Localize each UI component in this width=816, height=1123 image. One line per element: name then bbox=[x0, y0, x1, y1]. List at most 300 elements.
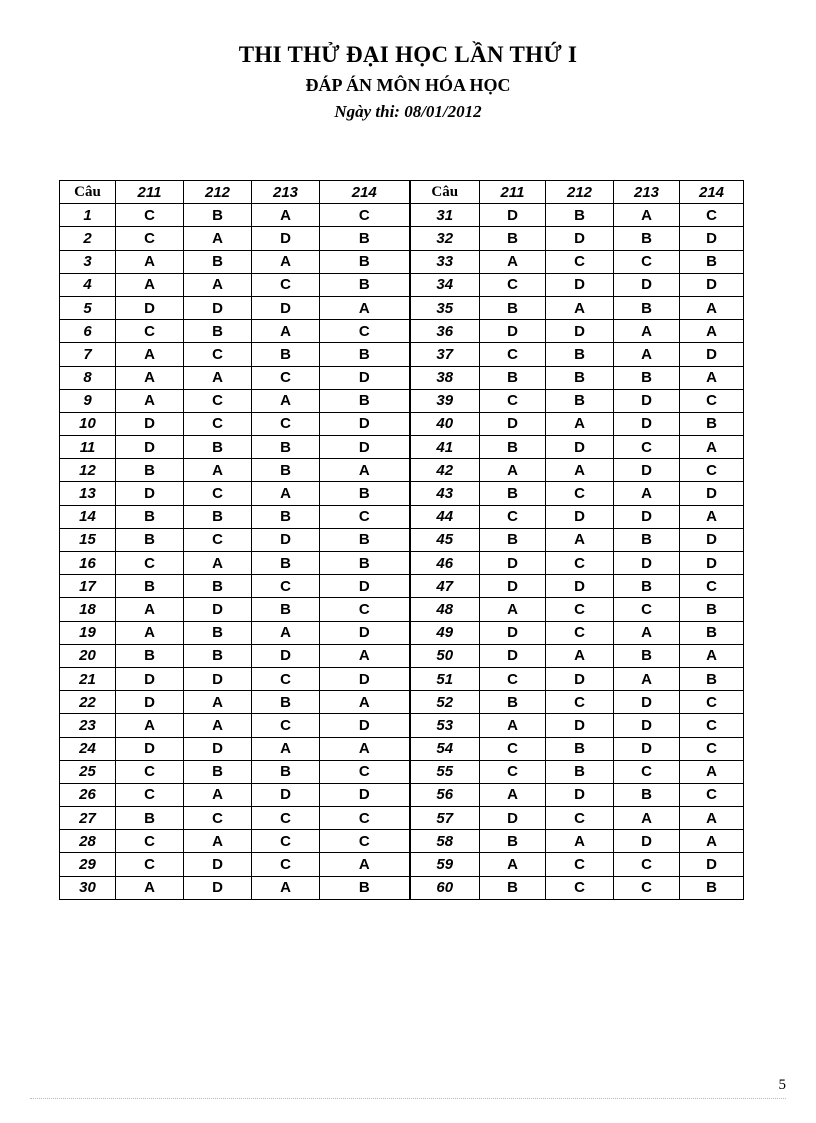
answer-cell: D bbox=[546, 667, 614, 690]
table-row bbox=[60, 760, 744, 783]
answer-cell: C bbox=[614, 876, 680, 899]
answer-cell: B bbox=[252, 505, 320, 528]
answer-cell: D bbox=[680, 528, 744, 551]
answer-cell: B bbox=[252, 691, 320, 714]
table-row bbox=[60, 320, 744, 343]
answer-cell: D bbox=[116, 436, 184, 459]
answer-cell: C bbox=[546, 853, 614, 876]
answer-cell: C bbox=[680, 575, 744, 598]
answer-cell: A bbox=[614, 343, 680, 366]
answer-cell: D bbox=[480, 807, 546, 830]
answer-cell: D bbox=[184, 598, 252, 621]
answer-cell: C bbox=[116, 227, 184, 250]
question-number-cell: 56 bbox=[410, 783, 480, 806]
answer-cell: A bbox=[546, 528, 614, 551]
table-row bbox=[60, 296, 744, 319]
answer-cell: C bbox=[680, 204, 744, 227]
table-row bbox=[60, 250, 744, 273]
answer-cell: D bbox=[480, 575, 546, 598]
table-row bbox=[60, 227, 744, 250]
table-header-row bbox=[60, 181, 744, 204]
answer-cell: D bbox=[184, 667, 252, 690]
answer-cell: D bbox=[546, 320, 614, 343]
answer-cell: A bbox=[320, 853, 410, 876]
answer-cell: C bbox=[320, 598, 410, 621]
answer-cell: D bbox=[614, 505, 680, 528]
question-number-cell: 52 bbox=[410, 691, 480, 714]
answer-cell: B bbox=[252, 760, 320, 783]
answer-cell: C bbox=[614, 436, 680, 459]
question-number-cell: 32 bbox=[410, 227, 480, 250]
table-row bbox=[60, 436, 744, 459]
answer-cell: D bbox=[614, 552, 680, 575]
answer-cell: C bbox=[680, 691, 744, 714]
table-row bbox=[60, 644, 744, 667]
answer-cell: A bbox=[480, 853, 546, 876]
answer-cell: A bbox=[116, 621, 184, 644]
answer-cell: A bbox=[614, 320, 680, 343]
answer-cell: D bbox=[116, 737, 184, 760]
answer-cell: B bbox=[614, 528, 680, 551]
answer-cell: B bbox=[116, 528, 184, 551]
answer-cell: B bbox=[320, 273, 410, 296]
answer-cell: C bbox=[614, 598, 680, 621]
answer-cell: A bbox=[184, 691, 252, 714]
answer-cell: A bbox=[614, 204, 680, 227]
question-number-cell: 30 bbox=[60, 876, 116, 899]
answer-cell: B bbox=[320, 876, 410, 899]
answer-cell: A bbox=[116, 250, 184, 273]
answer-cell: B bbox=[320, 552, 410, 575]
answer-cell: A bbox=[252, 204, 320, 227]
answer-cell: B bbox=[546, 343, 614, 366]
question-number-cell: 29 bbox=[60, 853, 116, 876]
answer-cell: A bbox=[116, 366, 184, 389]
table-row bbox=[60, 876, 744, 899]
answer-cell: D bbox=[320, 412, 410, 435]
answer-cell: A bbox=[680, 644, 744, 667]
answer-cell: D bbox=[480, 552, 546, 575]
question-number-cell: 6 bbox=[60, 320, 116, 343]
answer-cell: C bbox=[480, 760, 546, 783]
answer-cell: D bbox=[546, 227, 614, 250]
question-number-cell: 37 bbox=[410, 343, 480, 366]
answer-cell: A bbox=[320, 296, 410, 319]
answer-cell: B bbox=[184, 436, 252, 459]
answer-cell: B bbox=[614, 575, 680, 598]
question-number-cell: 36 bbox=[410, 320, 480, 343]
table-row bbox=[60, 389, 744, 412]
table-row bbox=[60, 853, 744, 876]
answer-cell: B bbox=[480, 296, 546, 319]
header-cell-code-214: 214 bbox=[680, 181, 744, 204]
question-number-cell: 28 bbox=[60, 830, 116, 853]
answer-cell: A bbox=[546, 644, 614, 667]
answer-cell: A bbox=[614, 667, 680, 690]
answer-cell: C bbox=[480, 343, 546, 366]
answer-cell: C bbox=[252, 575, 320, 598]
question-number-cell: 45 bbox=[410, 528, 480, 551]
table-row bbox=[60, 505, 744, 528]
question-number-cell: 35 bbox=[410, 296, 480, 319]
question-number-cell: 40 bbox=[410, 412, 480, 435]
answer-cell: C bbox=[546, 250, 614, 273]
question-number-cell: 24 bbox=[60, 737, 116, 760]
question-number-cell: 23 bbox=[60, 714, 116, 737]
answer-cell: A bbox=[252, 482, 320, 505]
answer-cell: D bbox=[546, 505, 614, 528]
question-number-cell: 59 bbox=[410, 853, 480, 876]
answer-cell: D bbox=[320, 575, 410, 598]
answer-cell: B bbox=[184, 621, 252, 644]
answer-cell: A bbox=[320, 691, 410, 714]
answer-cell: A bbox=[546, 412, 614, 435]
answer-cell: C bbox=[252, 807, 320, 830]
table-row bbox=[60, 343, 744, 366]
answer-cell: D bbox=[614, 459, 680, 482]
answer-cell: A bbox=[680, 830, 744, 853]
answer-cell: A bbox=[680, 366, 744, 389]
answer-cell: C bbox=[116, 320, 184, 343]
answer-cell: B bbox=[116, 807, 184, 830]
question-number-cell: 38 bbox=[410, 366, 480, 389]
answer-cell: A bbox=[614, 621, 680, 644]
question-number-cell: 48 bbox=[410, 598, 480, 621]
question-number-cell: 43 bbox=[410, 482, 480, 505]
header-cell-question: Câu bbox=[410, 181, 480, 204]
header-cell-code-212: 212 bbox=[546, 181, 614, 204]
table-row bbox=[60, 737, 744, 760]
question-number-cell: 5 bbox=[60, 296, 116, 319]
answer-cell: D bbox=[116, 691, 184, 714]
answer-cell: C bbox=[184, 807, 252, 830]
answer-cell: A bbox=[546, 459, 614, 482]
answer-cell: B bbox=[480, 876, 546, 899]
answer-cell: D bbox=[116, 667, 184, 690]
answer-cell: D bbox=[116, 412, 184, 435]
answer-cell: C bbox=[680, 389, 744, 412]
answer-cell: B bbox=[320, 343, 410, 366]
answer-cell: B bbox=[184, 204, 252, 227]
answer-cell: C bbox=[116, 204, 184, 227]
question-number-cell: 4 bbox=[60, 273, 116, 296]
answer-cell: C bbox=[480, 667, 546, 690]
answer-cell: A bbox=[184, 783, 252, 806]
answer-cell: D bbox=[546, 575, 614, 598]
answer-cell: A bbox=[252, 621, 320, 644]
answer-cell: D bbox=[320, 714, 410, 737]
answer-cell: B bbox=[184, 505, 252, 528]
answer-cell: C bbox=[546, 691, 614, 714]
answer-cell: D bbox=[252, 783, 320, 806]
answer-cell: A bbox=[252, 737, 320, 760]
answer-cell: D bbox=[116, 296, 184, 319]
answer-cell: B bbox=[614, 296, 680, 319]
answer-cell: B bbox=[480, 482, 546, 505]
answer-cell: B bbox=[184, 250, 252, 273]
answer-cell: A bbox=[116, 714, 184, 737]
question-number-cell: 9 bbox=[60, 389, 116, 412]
header-cell-code-211: 211 bbox=[116, 181, 184, 204]
answer-cell: D bbox=[680, 227, 744, 250]
answer-cell: A bbox=[184, 459, 252, 482]
question-number-cell: 22 bbox=[60, 691, 116, 714]
table-row bbox=[60, 204, 744, 227]
question-number-cell: 47 bbox=[410, 575, 480, 598]
question-number-cell: 16 bbox=[60, 552, 116, 575]
answer-cell: B bbox=[320, 389, 410, 412]
table-row bbox=[60, 528, 744, 551]
answer-cell: C bbox=[116, 552, 184, 575]
answer-cell: C bbox=[546, 807, 614, 830]
answer-cell: D bbox=[252, 227, 320, 250]
table-row bbox=[60, 482, 744, 505]
answer-cell: D bbox=[546, 783, 614, 806]
answer-cell: C bbox=[252, 412, 320, 435]
table-row bbox=[60, 575, 744, 598]
question-number-cell: 51 bbox=[410, 667, 480, 690]
header-cell-code-214: 214 bbox=[320, 181, 410, 204]
answer-cell: D bbox=[184, 296, 252, 319]
answer-cell: B bbox=[116, 644, 184, 667]
answer-cell: D bbox=[184, 737, 252, 760]
answer-cell: A bbox=[184, 552, 252, 575]
question-number-cell: 55 bbox=[410, 760, 480, 783]
question-number-cell: 1 bbox=[60, 204, 116, 227]
answer-cell: A bbox=[680, 505, 744, 528]
exam-date: Ngày thi: 08/01/2012 bbox=[334, 102, 482, 121]
table-row bbox=[60, 552, 744, 575]
answer-cell: B bbox=[614, 227, 680, 250]
page-title: THI THỬ ĐẠI HỌC LẦN THỨ I bbox=[238, 42, 578, 67]
answer-cell: B bbox=[546, 737, 614, 760]
answer-cell: C bbox=[184, 343, 252, 366]
answer-cell: A bbox=[116, 598, 184, 621]
question-number-cell: 21 bbox=[60, 667, 116, 690]
answer-cell: B bbox=[116, 505, 184, 528]
answer-cell: C bbox=[546, 598, 614, 621]
answer-cell: A bbox=[184, 366, 252, 389]
question-number-cell: 44 bbox=[410, 505, 480, 528]
table-row bbox=[60, 714, 744, 737]
question-number-cell: 3 bbox=[60, 250, 116, 273]
answer-cell: C bbox=[480, 273, 546, 296]
table-row bbox=[60, 459, 744, 482]
answer-cell: B bbox=[480, 528, 546, 551]
answer-cell: A bbox=[252, 389, 320, 412]
answer-cell: D bbox=[546, 273, 614, 296]
answer-cell: B bbox=[252, 343, 320, 366]
answer-cell: B bbox=[614, 366, 680, 389]
header-cell-code-213: 213 bbox=[614, 181, 680, 204]
answer-cell: C bbox=[320, 760, 410, 783]
answer-cell: B bbox=[252, 436, 320, 459]
question-number-cell: 17 bbox=[60, 575, 116, 598]
answer-cell: C bbox=[252, 366, 320, 389]
question-number-cell: 42 bbox=[410, 459, 480, 482]
question-number-cell: 26 bbox=[60, 783, 116, 806]
answer-cell: B bbox=[116, 459, 184, 482]
header-cell-code-211: 211 bbox=[480, 181, 546, 204]
table-row bbox=[60, 830, 744, 853]
answer-cell: A bbox=[252, 250, 320, 273]
answer-cell: A bbox=[480, 598, 546, 621]
answer-cell: D bbox=[320, 366, 410, 389]
answer-cell: C bbox=[546, 482, 614, 505]
answer-cell: C bbox=[546, 876, 614, 899]
question-number-cell: 12 bbox=[60, 459, 116, 482]
answer-cell: D bbox=[252, 296, 320, 319]
answer-cell: C bbox=[320, 204, 410, 227]
question-number-cell: 34 bbox=[410, 273, 480, 296]
table-row bbox=[60, 366, 744, 389]
footer-divider bbox=[30, 1098, 786, 1099]
answer-cell: A bbox=[680, 320, 744, 343]
answer-cell: D bbox=[320, 667, 410, 690]
answer-cell: C bbox=[480, 389, 546, 412]
answer-cell: B bbox=[184, 760, 252, 783]
answer-cell: B bbox=[680, 621, 744, 644]
answer-cell: C bbox=[252, 667, 320, 690]
question-number-cell: 60 bbox=[410, 876, 480, 899]
answer-cell: C bbox=[680, 714, 744, 737]
answer-cell: D bbox=[480, 644, 546, 667]
answer-cell: B bbox=[252, 459, 320, 482]
answer-cell: D bbox=[680, 482, 744, 505]
answer-cell: D bbox=[480, 621, 546, 644]
question-number-cell: 27 bbox=[60, 807, 116, 830]
answer-cell: B bbox=[614, 783, 680, 806]
answer-cell: C bbox=[614, 760, 680, 783]
header-cell-code-212: 212 bbox=[184, 181, 252, 204]
question-number-cell: 54 bbox=[410, 737, 480, 760]
question-number-cell: 58 bbox=[410, 830, 480, 853]
answer-cell: B bbox=[184, 575, 252, 598]
question-number-cell: 11 bbox=[60, 436, 116, 459]
answer-cell: B bbox=[320, 528, 410, 551]
answer-cell: A bbox=[184, 273, 252, 296]
page-number: 5 bbox=[778, 1077, 786, 1093]
answer-cell: A bbox=[116, 273, 184, 296]
answer-cell: A bbox=[680, 436, 744, 459]
answer-cell: A bbox=[614, 807, 680, 830]
question-number-cell: 15 bbox=[60, 528, 116, 551]
table-row bbox=[60, 667, 744, 690]
answer-cell: D bbox=[680, 343, 744, 366]
answer-cell: D bbox=[614, 830, 680, 853]
answer-cell: A bbox=[252, 320, 320, 343]
question-number-cell: 49 bbox=[410, 621, 480, 644]
answer-cell: A bbox=[480, 783, 546, 806]
answer-cell: C bbox=[252, 853, 320, 876]
answer-cell: C bbox=[320, 320, 410, 343]
answer-cell: A bbox=[680, 296, 744, 319]
answer-cell: A bbox=[116, 876, 184, 899]
question-number-cell: 20 bbox=[60, 644, 116, 667]
answer-cell: A bbox=[320, 737, 410, 760]
table-row bbox=[60, 412, 744, 435]
answer-cell: D bbox=[680, 273, 744, 296]
answer-cell: A bbox=[546, 830, 614, 853]
answer-cell: A bbox=[614, 482, 680, 505]
header-cell-code-213: 213 bbox=[252, 181, 320, 204]
answer-cell: D bbox=[614, 691, 680, 714]
answer-cell: B bbox=[680, 412, 744, 435]
answer-cell: C bbox=[252, 714, 320, 737]
answer-cell: C bbox=[680, 459, 744, 482]
table-row bbox=[60, 691, 744, 714]
answer-cell: C bbox=[184, 389, 252, 412]
answer-cell: C bbox=[116, 783, 184, 806]
answer-cell: C bbox=[116, 760, 184, 783]
answer-cell: D bbox=[546, 714, 614, 737]
answer-cell: B bbox=[480, 691, 546, 714]
answer-cell: B bbox=[320, 482, 410, 505]
answer-cell: C bbox=[184, 412, 252, 435]
answer-cell: D bbox=[320, 436, 410, 459]
answer-cell: D bbox=[614, 273, 680, 296]
answer-cell: D bbox=[252, 528, 320, 551]
answer-cell: D bbox=[480, 204, 546, 227]
answer-cell: C bbox=[480, 737, 546, 760]
question-number-cell: 33 bbox=[410, 250, 480, 273]
answer-cell: D bbox=[680, 552, 744, 575]
answer-cell: D bbox=[546, 436, 614, 459]
question-number-cell: 19 bbox=[60, 621, 116, 644]
question-number-cell: 53 bbox=[410, 714, 480, 737]
question-number-cell: 13 bbox=[60, 482, 116, 505]
answer-cell: C bbox=[320, 505, 410, 528]
answer-cell: C bbox=[116, 830, 184, 853]
answer-cell: B bbox=[680, 598, 744, 621]
answer-cell: B bbox=[320, 250, 410, 273]
answer-cell: C bbox=[614, 853, 680, 876]
answer-cell: D bbox=[184, 853, 252, 876]
question-number-cell: 25 bbox=[60, 760, 116, 783]
answer-cell: B bbox=[184, 320, 252, 343]
answer-cell: C bbox=[546, 552, 614, 575]
answer-cell: B bbox=[184, 644, 252, 667]
answer-cell: B bbox=[546, 389, 614, 412]
answer-cell: B bbox=[680, 667, 744, 690]
question-number-cell: 50 bbox=[410, 644, 480, 667]
question-number-cell: 10 bbox=[60, 412, 116, 435]
answer-cell: B bbox=[546, 366, 614, 389]
question-number-cell: 18 bbox=[60, 598, 116, 621]
answer-cell: B bbox=[252, 598, 320, 621]
question-number-cell: 14 bbox=[60, 505, 116, 528]
answer-cell: B bbox=[480, 436, 546, 459]
answer-cell: C bbox=[116, 853, 184, 876]
answer-cell: C bbox=[320, 807, 410, 830]
answer-cell: A bbox=[116, 343, 184, 366]
table-row bbox=[60, 598, 744, 621]
answer-cell: D bbox=[116, 482, 184, 505]
answer-cell: A bbox=[680, 760, 744, 783]
answer-cell: D bbox=[614, 412, 680, 435]
answer-cell: A bbox=[320, 459, 410, 482]
question-number-cell: 46 bbox=[410, 552, 480, 575]
answer-cell: C bbox=[546, 621, 614, 644]
answer-cell: B bbox=[546, 204, 614, 227]
answer-cell: C bbox=[614, 250, 680, 273]
answer-cell: B bbox=[680, 250, 744, 273]
answer-cell: A bbox=[116, 389, 184, 412]
table-row bbox=[60, 783, 744, 806]
answer-cell: C bbox=[252, 273, 320, 296]
answer-cell: A bbox=[480, 714, 546, 737]
table-body bbox=[60, 204, 744, 900]
